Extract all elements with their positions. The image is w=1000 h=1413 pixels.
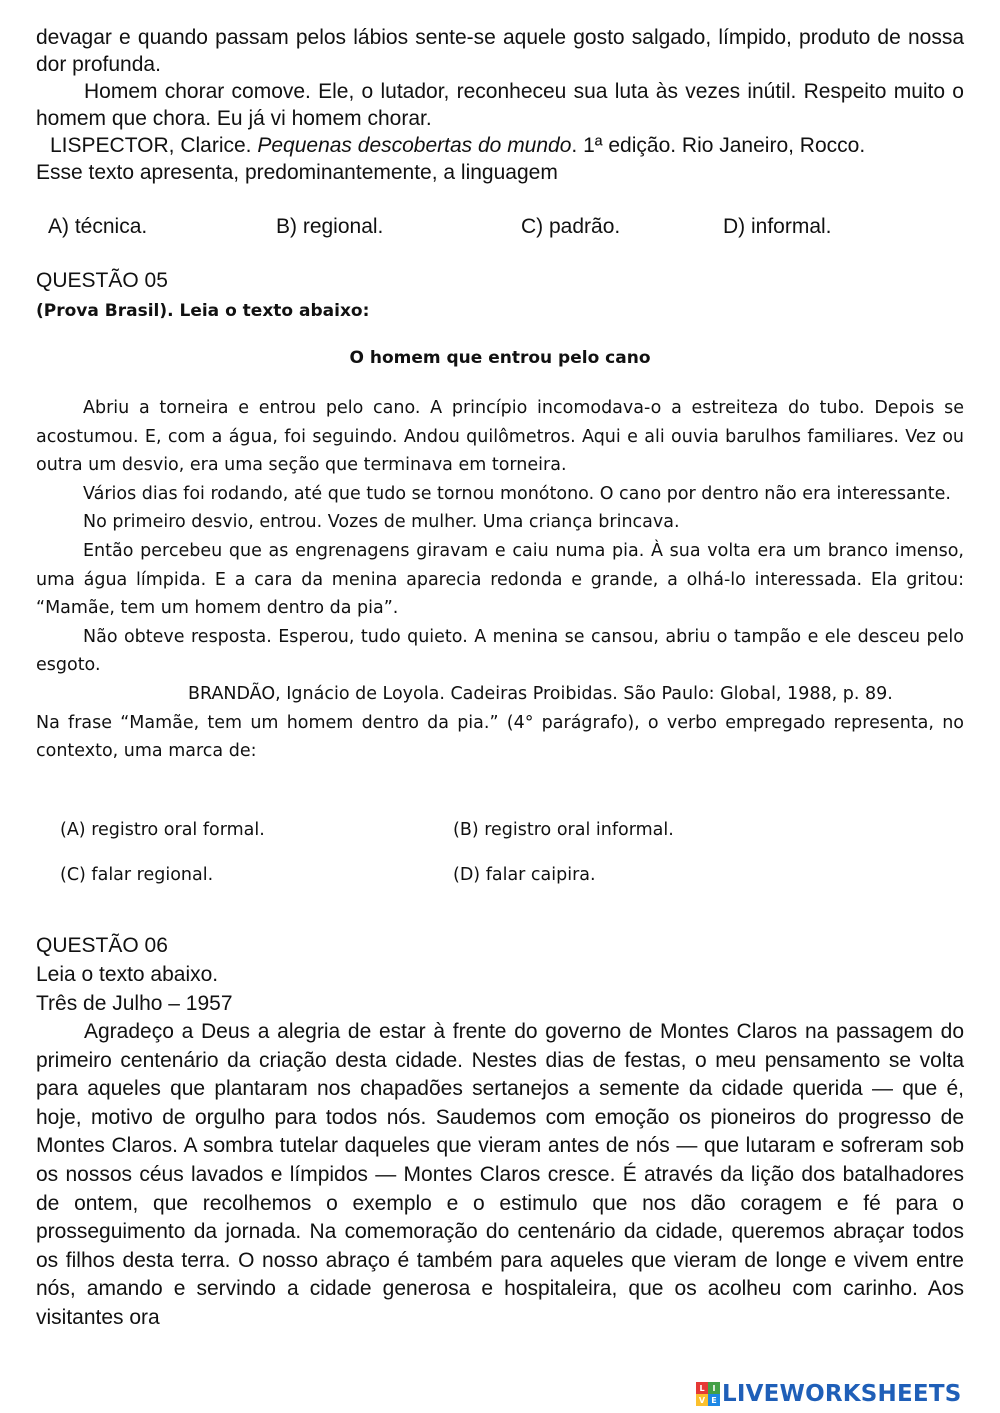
speech-paragraph: Agradeço a Deus a alegria de estar à frente do governo de Montes Claros na passagem do primeiro centenário da criação desta cidade. Nestes dias de festas, o meu pensamento se volta para aqueles que plantaram nos chapadões sertanejos a semente da cidade querida — que é, hoje, motivo de orgulho para todos nós. Saudemos com emoção os pioneiros do progresso de Montes Claros. A sombra tutelar daqueles que vieram antes de nós — que lutaram e sofreram sob os nossos céus lavados e límpidos — Montes Claros cresce. É através da lição dos batalhadores de ontem, que recolhemos o exemplo e o estimulo que nos dão coragem e fé para o prosseguimento da jornada. Na comemoração do centenário da cidade, queremos abraçar todos os filhos desta terra. O nosso abraço é também para aqueles que vieram de longe e vivem entre nós, amando e servindo a cidade generosa e hospitaleira, que os acolheu com carinho. Aos visitantes ora [36,1020,964,1329]
brand-mark-icon [696,1382,720,1406]
brand-mark-cell: I [708,1382,720,1394]
option-a[interactable]: A) técnica. [48,215,148,238]
previous-paragraph-2: Homem chorar comove. Ele, o lutador, reconheceu sua luta às vezes inútil. Respeito muito o homem que chora. Eu já vi homem chorar. [36,80,964,130]
option-c[interactable]: (C) falar regional. [60,865,214,885]
story-paragraph-1: Abriu a torneira e entrou pelo cano. A princípio incomodava-o a estreiteza do tubo. Depois se acostumou. E, com a água, foi seguindo. Andou quilômetros. Aqui e ali ouvia barulhos familiares. Vez ou outra um desvio, era uma seção que terminava em torneira. [36,398,964,476]
reference-author: LISPECTOR, Clarice. [50,134,258,157]
option-a[interactable]: (A) registro oral formal. [60,820,265,840]
option-b[interactable]: B) regional. [276,215,384,238]
question-06-instruction: Leia o texto abaixo. [36,963,219,986]
question-05-instruction: (Prova Brasil). Leia o texto abaixo: [36,301,370,321]
story-source: BRANDÃO, Ignácio de Loyola. Cadeiras Proibidas. São Paulo: Global, 1988, p. 89. [188,683,893,704]
story-paragraph-2: Vários dias foi rodando, até que tudo se tornou monótono. O cano por dentro não era interessante. [83,483,951,504]
story-paragraph-5: Não obteve resposta. Esperou, tudo quieto. A menina se cansou, abriu o tampão e ele desceu pelo esgoto. [36,626,964,676]
option-b[interactable]: (B) registro oral informal. [453,820,674,840]
previous-reference [36,132,964,159]
option-d[interactable]: D) informal. [723,215,832,238]
option-d[interactable]: (D) falar caipira. [453,865,596,885]
story-title: O homem que entrou pelo cano [349,348,651,368]
previous-prompt: Esse texto apresenta, predominantemente, a linguagem [36,161,558,184]
brand-mark-cell: E [708,1394,720,1406]
question-05-prompt: Na frase “Mamãe, tem um homem dentro da pia.” (4° parágrafo), o verbo empregado representa, no contexto, uma marca de: [36,712,964,762]
question-05-title: QUESTÃO 05 [36,269,168,292]
previous-paragraph-1: devagar e quando passam pelos lábios sente-se aquele gosto salgado, límpido, produto de nossa dor profunda. [36,26,964,76]
brand-name: LIVEWORKSHEETS [722,1381,962,1407]
option-c[interactable]: C) padrão. [521,215,621,238]
brand-mark-cell: V [696,1394,708,1406]
liveworksheets-logo[interactable] [696,1382,961,1406]
story-paragraph-4: Então percebeu que as engrenagens giravam e caiu numa pia. À sua volta era um branco imenso, uma água límpida. E a cara da menina aparecia redonda e grande, a olhá-lo interessada. Ela gritou: “Mamãe, tem um homem dentro da pia”. [36,540,964,619]
reference-title: Pequenas descobertas do mundo [257,134,572,157]
brand-mark-cell: L [696,1382,708,1394]
story-text [36,394,964,766]
previous-question-text [36,24,964,186]
date-heading: Três de Julho – 1957 [36,992,233,1015]
question-06-text [36,1018,964,1333]
story-paragraph-3: No primeiro desvio, entrou. Vozes de mulher. Uma criança brincava. [83,512,680,533]
question-06-title: QUESTÃO 06 [36,934,168,957]
reference-rest: . 1ª edição. Rio Janeiro, Rocco. [571,134,866,157]
